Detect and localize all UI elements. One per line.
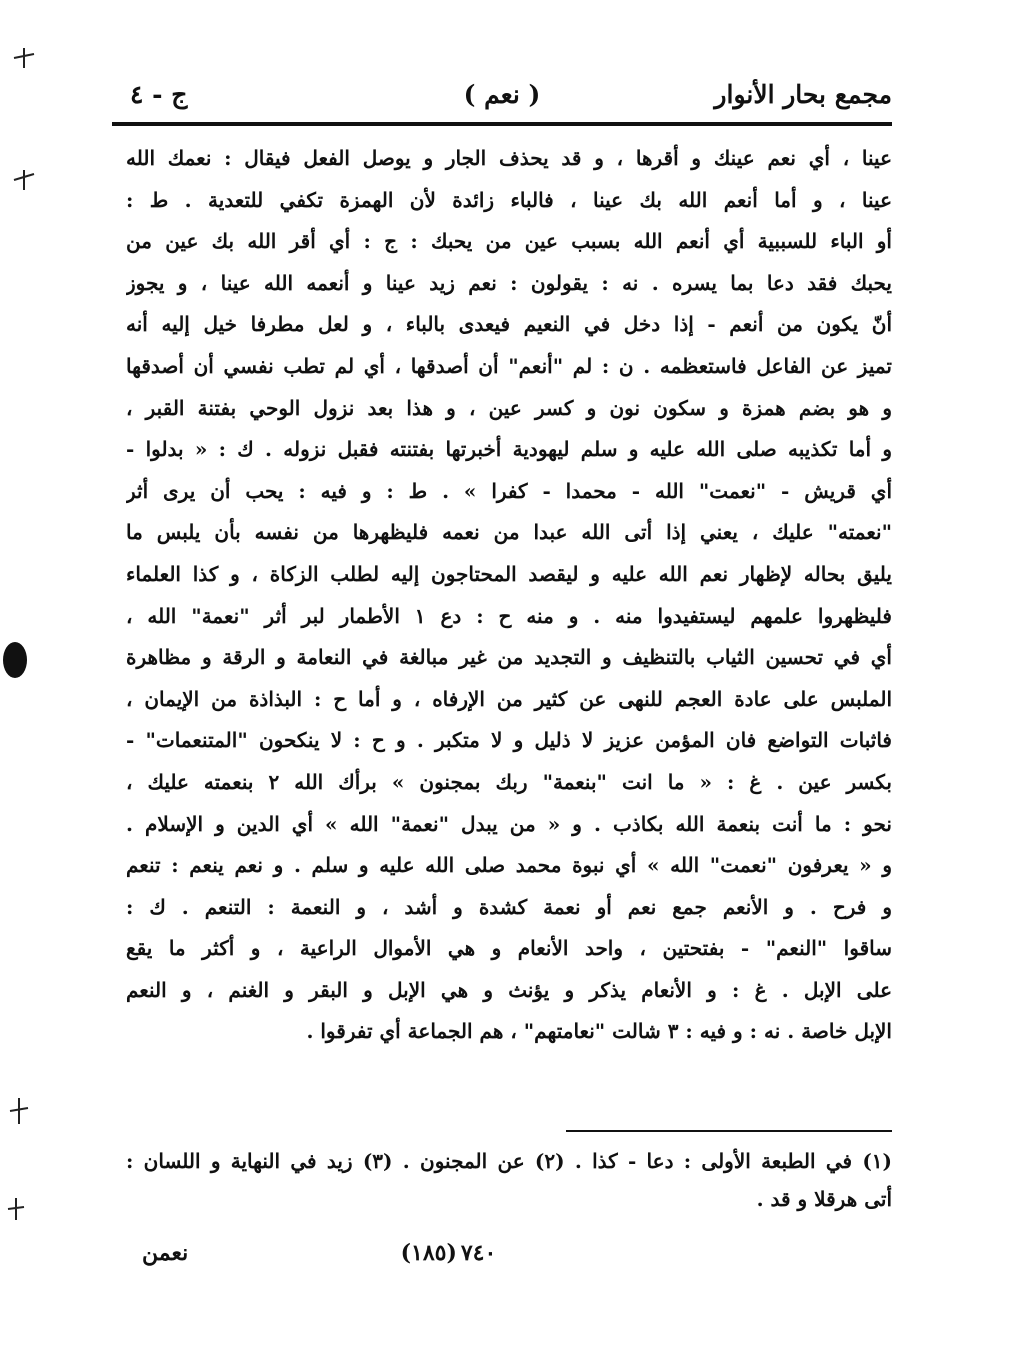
text-line: عينا ، أي نعم عينك و أقرها ، و قد يحذف الجار و يوصل الفعل فيقال : نعمك الله: [126, 146, 892, 170]
text-line: الملبس على عادة العجم للنهى عن كثير من الإرفاه ، و أما ح : البذاذة من الإيمان ،: [126, 686, 892, 711]
text-line: أنّ يكون من أنعم - إذا دخل في النعيم فيعدى بالباء ، و لعل مطرفا خيل إليه أنه: [126, 312, 892, 337]
running-header: [112, 74, 892, 118]
catchword: نعمن: [142, 1240, 189, 1266]
footnote-rule: [566, 1130, 892, 1132]
text-line: على الإبل . غ : و الأنعام يذكر و يؤنث و هي الإبل و البقر و الغنم ، و النعم: [126, 977, 892, 1002]
margin-speck-icon: [12, 168, 36, 192]
book-title: مجمع بحار الأنوار: [714, 80, 892, 109]
text-line: الإبل خاصة . نه : و فيه : ٣ شالت "نعامتهم" ، هم الجماعة أي تفرقوا .: [306, 1019, 892, 1044]
main-text: [126, 138, 892, 1053]
text-line: فليظهروا علمهم ليستفيدوا منه . و منه ح : دع ١ الأطمار لبر أثر "نعمة" الله ،: [126, 603, 892, 628]
text-line: و أما تكذيبه صلى الله عليه و سلم ليهودية أخبرتها بفتنته فقبل نزوله . ك : « بدلوا -: [126, 437, 892, 462]
text-line: و « يعرفون "نعمت" الله » أي نبوة محمد صلى الله عليه و سلم . و نعم ينعم : تنعم: [126, 853, 892, 878]
text-line: يحبك فقد دعا بما يسره . نه : يقولون : نعم زيد عينا و أنعمه الله عينا ، و يجوز: [126, 270, 892, 295]
footnote-line: أتى هرقلا و قد .: [756, 1187, 892, 1211]
text-line: عينا ، و أما أنعم الله بك عينا ، فالباء زائدة لأن الهمزة تكفي للتعدية . ط :: [126, 187, 892, 212]
volume-label: ج - ٤: [130, 80, 188, 109]
margin-speck-icon: [6, 1196, 26, 1222]
text-line: يليق بحاله لإظهار نعم الله عليه و ليقصد المحتاجون إليه لطلب الزكاة ، و كذا العلماء: [126, 561, 892, 586]
text-line: فاثبات التواضع فان المؤمن عزيز لا ذليل و لا متكبر . و ح : لا ينكحون "المتنعمات" -: [126, 728, 892, 753]
text-line: ساقوا "النعم" - بفتحتين ، واحد الأنعام و هي الأموال الراعية ، و أكثر ما يقع: [126, 936, 892, 961]
footnotes: [126, 1142, 892, 1218]
text-line: تميز عن الفاعل فاستعظمه . ن : لم "أنعم" أن أصدقها ، أي لم تطب نفسي أن أصدقها: [126, 353, 892, 378]
margin-speck-icon: [2, 640, 28, 680]
footnote-line: (١) في الطبعة الأولى : دعا - كذا . (٢) عن المجنون . (٣) زيد في النهاية و اللسان :: [126, 1149, 892, 1173]
text-line: و هو بضم همزة و سكون نون و كسر عين ، و هذا بعد نزول الوحي بفتنة القبر ،: [126, 395, 892, 420]
signature-mark: (١٨٥): [400, 1240, 457, 1266]
text-line: نحو : ما أنت بنعمة الله بكاذب . و « من يبدل "نعمة" الله » أي الدين و الإسلام .: [126, 811, 892, 836]
text-line: أي قريش - "نعمت" الله - محمدا - كفرا » . ط : و فيه : يحب أن يرى أثر: [126, 478, 892, 503]
text-line: "نعمته" عليك ، يعني إذا أتى الله عبدا من نعمه فليظهرها من نفسه بأن يلبس ما: [126, 520, 892, 545]
margin-speck-icon: [10, 44, 38, 72]
text-line: أي في تحسين الثياب بالتنظيف و التجديد من غير مبالغة في النعامة و الرقة و مظاهرة: [126, 645, 892, 670]
text-line: و فرح . و الأنعم جمع نعم أو نعمة كشدة و أشد ، و النعمة : التنعم . ك :: [126, 894, 892, 919]
text-line: أو الباء للسببية أي أنعم الله بسبب عين من يحبك : ج : أي أقر الله بك عين من: [126, 229, 892, 254]
text-line: بكسر عين . غ : « ما انت "بنعمة" ربك بمجنون » برأك الله ٢ بنعمته عليك ،: [126, 769, 892, 794]
page-footer: [112, 1240, 892, 1280]
entry-root: ( نعم ): [463, 80, 541, 109]
margin-speck-icon: [8, 1096, 30, 1126]
header-rule: [112, 122, 892, 126]
page-number: ٧٤٠: [460, 1240, 497, 1266]
